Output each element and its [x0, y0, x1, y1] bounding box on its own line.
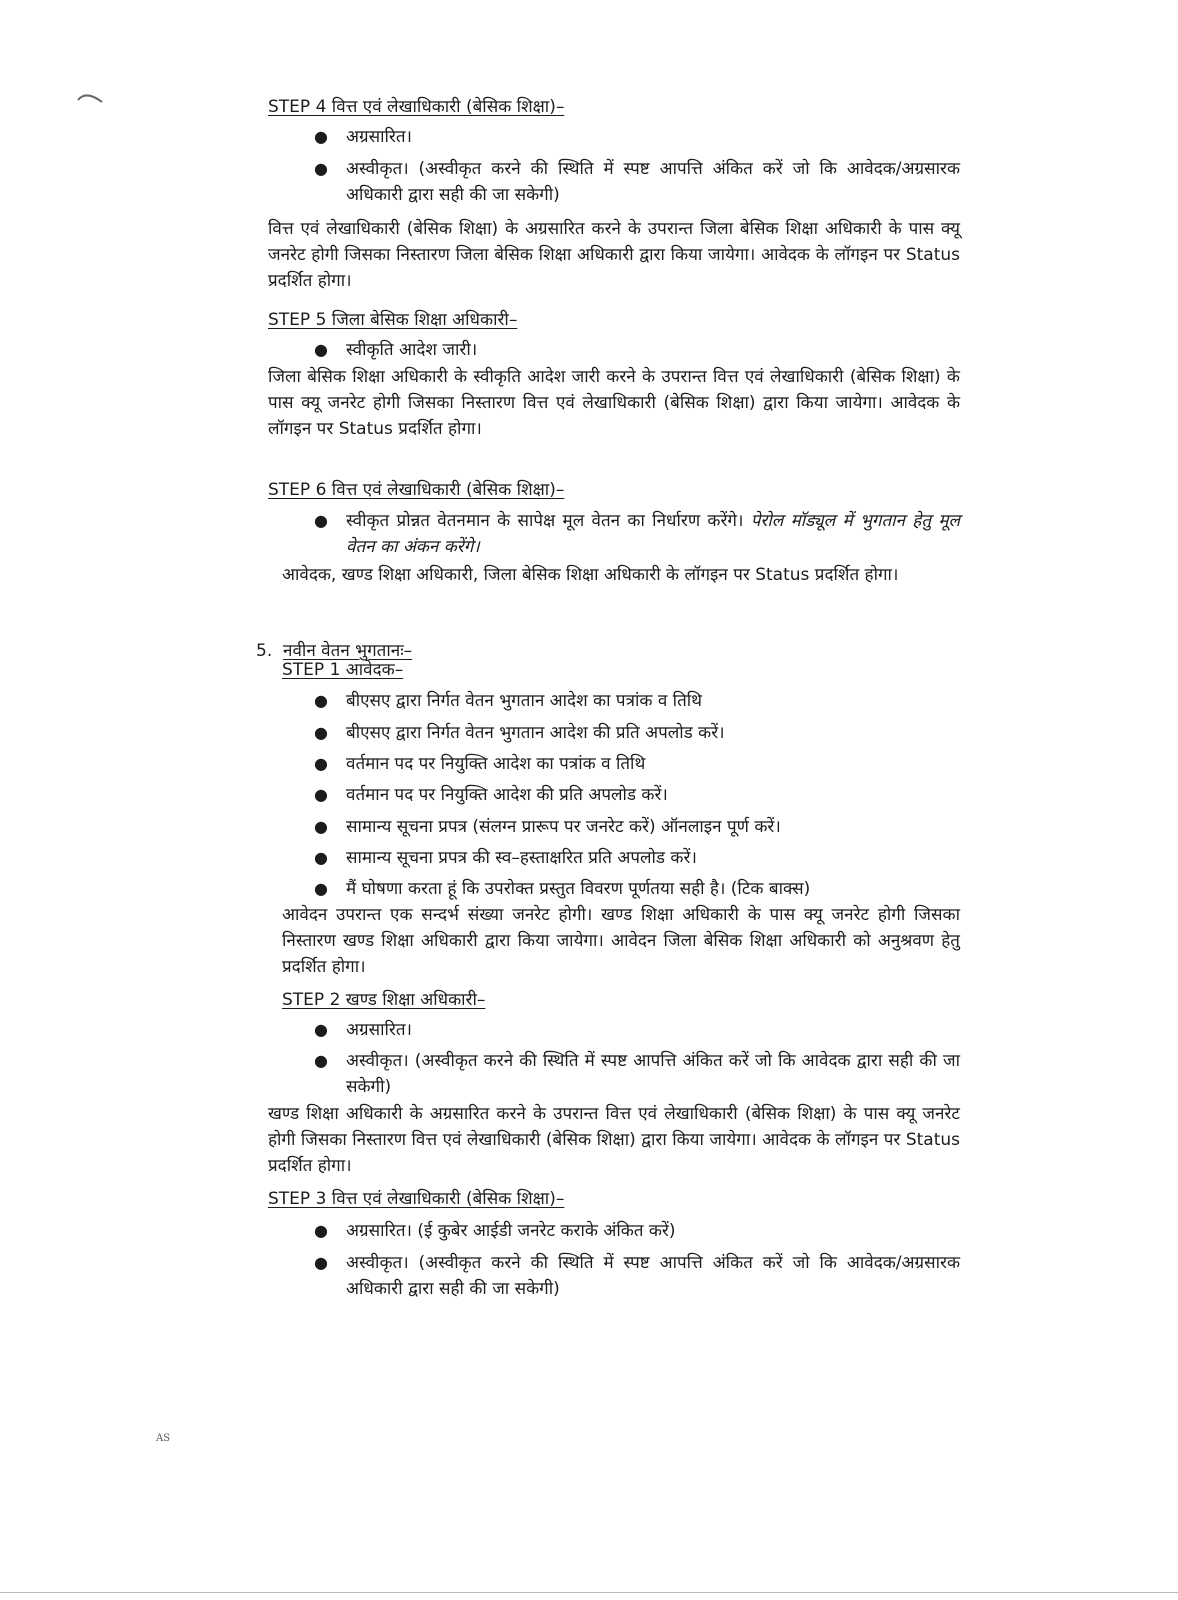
list-item-text: वर्तमान पद पर नियुक्ति आदेश की प्रति अपलोड करें। — [346, 785, 668, 805]
step3-heading: STEP 3 वित्त एवं लेखाधिकारी (बेसिक शिक्षा)– — [268, 1189, 565, 1209]
scan-mark-icon — [76, 92, 106, 108]
bullet-icon: ● — [314, 127, 328, 146]
step5-paragraph: जिला बेसिक शिक्षा अधिकारी के स्वीकृति आदेश जारी करने के उपरान्त वित्त एवं लेखाधिकारी (बेसिक शिक्षा) के पास क्यू जनरेट होगी जिसका निस्तारण वित्त एवं लेखाधिकारी (बेसिक शिक्षा) द्वारा किया जायेगा। आवेदक के लॉगइन पर Status प्रदर्शित होगा। — [268, 367, 960, 439]
step4-heading: STEP 4 वित्त एवं लेखाधिकारी (बेसिक शिक्षा)– — [268, 97, 565, 117]
list-item — [314, 508, 960, 560]
bullet-icon: ● — [314, 817, 328, 836]
section-title: नवीन वेतन भुगतानः– — [283, 641, 413, 661]
list-item-text: अग्रसारित। — [346, 127, 412, 147]
list-item — [314, 876, 960, 902]
step4-paragraph: वित्त एवं लेखाधिकारी (बेसिक शिक्षा) के अग्रसारित करने के उपरान्त जिला बेसिक शिक्षा अधिकारी के पास क्यू जनरेट होगी जिसका निस्तारण जिला बेसिक शिक्षा अधिकारी द्वारा किया जायेगा। आवेदक के लॉगइन पर Status प्रदर्शित होगा। — [268, 219, 960, 291]
step6-heading: STEP 6 वित्त एवं लेखाधिकारी (बेसिक शिक्षा)– — [268, 480, 565, 500]
list-item-text: अग्रसारित। (ई कुबेर आईडी जनरेट कराके अंकित करें) — [346, 1221, 676, 1241]
bullet-icon: ● — [314, 511, 328, 530]
list-item — [314, 1218, 960, 1244]
list-item-text: अग्रसारित। — [346, 1020, 412, 1040]
list-item — [314, 814, 960, 840]
list-item — [314, 124, 960, 150]
step5-heading: STEP 5 जिला बेसिक शिक्षा अधिकारी– — [268, 310, 518, 330]
bullet-icon: ● — [314, 159, 328, 178]
list-item-text: स्वीकृति आदेश जारी। — [346, 340, 478, 360]
bullet-icon: ● — [314, 848, 328, 867]
list-item-text: बीएसए द्वारा निर्गत वेतन भुगतान आदेश की प्रति अपलोड करें। — [346, 723, 725, 743]
bullet-icon: ● — [314, 785, 328, 804]
list-item — [314, 751, 960, 777]
step2-heading: STEP 2 खण्ड शिक्षा अधिकारी– — [282, 990, 486, 1010]
bullet-icon: ● — [314, 1253, 328, 1272]
step1-heading: STEP 1 आवेदक– — [282, 660, 404, 680]
bullet-icon: ● — [314, 723, 328, 742]
step2-paragraph: खण्ड शिक्षा अधिकारी के अग्रसारित करने के उपरान्त वित्त एवं लेखाधिकारी (बेसिक शिक्षा) के पास क्यू जनरेट होगी जिसका निस्तारण वित्त एवं लेखाधिकारी (बेसिक शिक्षा) द्वारा किया जायेगा। आवेदक के लॉगइन पर Status प्रदर्शित होगा। — [268, 1104, 960, 1176]
bullet-icon: ● — [314, 879, 328, 898]
list-item — [314, 845, 960, 871]
bullet-icon: ● — [314, 1020, 328, 1039]
list-item-text: अस्वीकृत। (अस्वीकृत करने की स्थिति में स्पष्ट आपत्ति अंकित करें जो कि आवेदक/अग्रसारक अधिकारी द्वारा सही की जा सकेगी) — [346, 1253, 960, 1299]
list-item-text: अस्वीकृत। (अस्वीकृत करने की स्थिति में स्पष्ट आपत्ति अंकित करें जो कि आवेदक द्वारा सही की जा सकेगी) — [346, 1051, 960, 1097]
bullet-icon: ● — [314, 340, 328, 359]
list-item-text: अस्वीकृत। (अस्वीकृत करने की स्थिति में स्पष्ट आपत्ति अंकित करें जो कि आवेदक/अग्रसारक अधिकारी द्वारा सही की जा सकेगी) — [346, 159, 960, 205]
list-item-text: सामान्य सूचना प्रपत्र (संलग्न प्रारूप पर जनरेट करें) ऑनलाइन पूर्ण करें। — [346, 817, 781, 837]
bullet-icon: ● — [314, 691, 328, 710]
list-item-text: वर्तमान पद पर नियुक्ति आदेश का पत्रांक व तिथि — [346, 754, 646, 774]
list-item — [314, 156, 960, 208]
scan-edge-divider — [0, 1592, 1178, 1593]
declaration-text: मैं घोषणा करता हूं कि उपरोक्त प्रस्तुत विवरण पूर्णतया सही है। (टिक बाक्स) — [346, 879, 811, 899]
list-item — [314, 337, 960, 363]
list-item-text: सामान्य सूचना प्रपत्र की स्व–हस्ताक्षरित प्रति अपलोड करें। — [346, 848, 697, 868]
step1-paragraph: आवेदन उपरान्त एक सन्दर्भ संख्या जनरेट होगी। खण्ड शिक्षा अधिकारी के पास क्यू जनरेट होगी जिसका निस्तारण खण्ड शिक्षा अधिकारी द्वारा किया जायेगा। आवेदन जिला बेसिक शिक्षा अधिकारी को अनुश्रवण हेतु प्रदर्शित होगा। — [282, 905, 960, 977]
bullet-icon: ● — [314, 1221, 328, 1240]
section-number: 5. — [256, 641, 273, 661]
step6-paragraph: आवेदक, खण्ड शिक्षा अधिकारी, जिला बेसिक शिक्षा अधिकारी के लॉगइन पर Status प्रदर्शित होगा। — [282, 565, 899, 585]
footer-initials: AS — [156, 1433, 171, 1444]
bullet-icon: ● — [314, 754, 328, 773]
list-item-text: बीएसए द्वारा निर्गत वेतन भुगतान आदेश का पत्रांक व तिथि — [346, 691, 703, 711]
payroll-note: पेरोल मॉड्यूल में भुगतान हेतु मूल वेतन का अंकन करेंगे। — [346, 511, 961, 557]
list-item — [314, 1250, 960, 1302]
list-item — [314, 720, 960, 746]
payroll-instruction: स्वीकृत प्रोन्नत वेतनमान के सापेक्ष मूल वेतन का निर्धारण करेंगे। — [346, 511, 744, 531]
bullet-icon: ● — [314, 1051, 328, 1070]
list-item-text — [346, 508, 960, 560]
list-item — [314, 1017, 960, 1043]
list-item — [314, 688, 960, 714]
list-item — [314, 782, 960, 808]
list-item — [314, 1048, 960, 1100]
